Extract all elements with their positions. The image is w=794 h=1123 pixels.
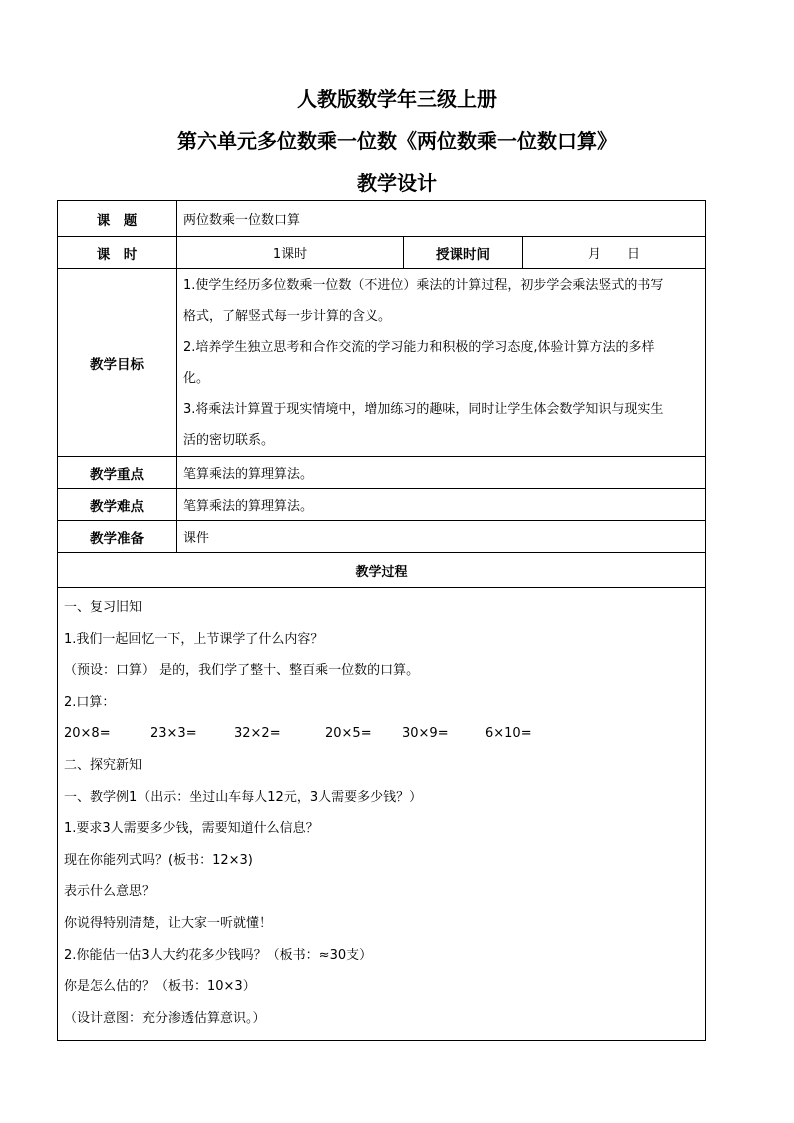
process-heading: 教学过程: [58, 553, 706, 588]
process-row: [58, 588, 706, 1041]
design-note: （设计意图：充分渗透估算意识。）: [64, 1010, 266, 1026]
process-heading-row: [58, 553, 706, 588]
oral-item: 30×9=: [402, 726, 449, 742]
hours-label: 课 时: [58, 237, 177, 269]
oral-item: 6×10=: [485, 726, 532, 742]
process-line: （预设：口算） 是的，我们学了整十、整百乘一位数的口算。: [64, 663, 420, 679]
document-title: 人教版数学年三级上册: [297, 87, 497, 111]
goals-label: 教学目标: [58, 269, 177, 457]
process-line: 你说得特别清楚，让大家一听就懂！: [64, 915, 273, 931]
focus-row: [58, 457, 706, 489]
prep-label: 教学准备: [58, 521, 177, 553]
prep-row: [58, 521, 706, 553]
prep-value: 课件: [177, 521, 706, 553]
section-heading: 二、探究新知: [64, 757, 143, 773]
goals-row: [58, 269, 706, 457]
hours-value: 1课时: [177, 237, 404, 269]
goal-line: 3.将乘法计算置于现实情境中，增加练习的趣味，同时让学生体会数学知识与现实生: [183, 401, 664, 417]
goal-line: 化。: [183, 370, 210, 386]
goal-line: 2.培养学生独立思考和合作交流的学习能力和积极的学习态度,体验计算方法的多样: [183, 339, 655, 355]
difficulty-label: 教学难点: [58, 489, 177, 521]
oral-item: 32×2=: [234, 726, 281, 742]
oral-calculation-row: [64, 718, 699, 750]
process-line: 你是怎么估的？（板书：10×3）: [64, 979, 256, 995]
topic-value: 两位数乘一位数口算: [177, 201, 706, 237]
time-label: 授课时间: [404, 237, 523, 269]
time-value: 月 日: [523, 237, 706, 269]
difficulty-row: [58, 489, 706, 521]
goals-cell: [177, 269, 706, 457]
hours-row: [58, 237, 706, 269]
goal-line: 1.使学生经历多位数乘一位数（不进位）乘法的计算过程，初步学会乘法竖式的书写: [183, 277, 664, 293]
process-content: [58, 588, 706, 1041]
process-line: 2.你能估一估3人大约花多少钱吗？（板书：≈30支）: [64, 947, 373, 963]
document-heading: 教学设计: [357, 171, 437, 195]
process-line: 1.我们一起回忆一下，上节课学了什么内容？: [64, 631, 324, 647]
oral-item: 20×5=: [325, 726, 372, 742]
topic-label: 课 题: [58, 201, 177, 237]
lesson-plan-table: [57, 200, 706, 1041]
topic-row: [58, 201, 706, 237]
oral-item: 23×3=: [150, 726, 197, 742]
process-line: 现在你能列式吗？(板书：12×3): [64, 852, 253, 868]
section-heading: 一、复习旧知: [64, 600, 143, 615]
focus-value: 笔算乘法的算理算法。: [177, 457, 706, 489]
goal-line: 活的密切联系。: [183, 432, 275, 448]
focus-label: 教学重点: [58, 457, 177, 489]
process-line: 1.要求3人需要多少钱，需要知道什么信息？: [64, 821, 319, 837]
process-line: 2.口算：: [64, 694, 116, 710]
process-line: 一、教学例1（出示：坐过山车每人12元，3人需要多少钱？）: [64, 789, 423, 805]
oral-item: 20×8=: [64, 726, 111, 742]
difficulty-value: 笔算乘法的算理算法。: [177, 489, 706, 521]
process-line: 表示什么意思？: [64, 884, 156, 900]
goal-line: 格式，了解竖式每一步计算的含义。: [183, 308, 392, 324]
document-subtitle: 第六单元多位数乘一位数《两位数乘一位数口算》: [177, 129, 617, 153]
